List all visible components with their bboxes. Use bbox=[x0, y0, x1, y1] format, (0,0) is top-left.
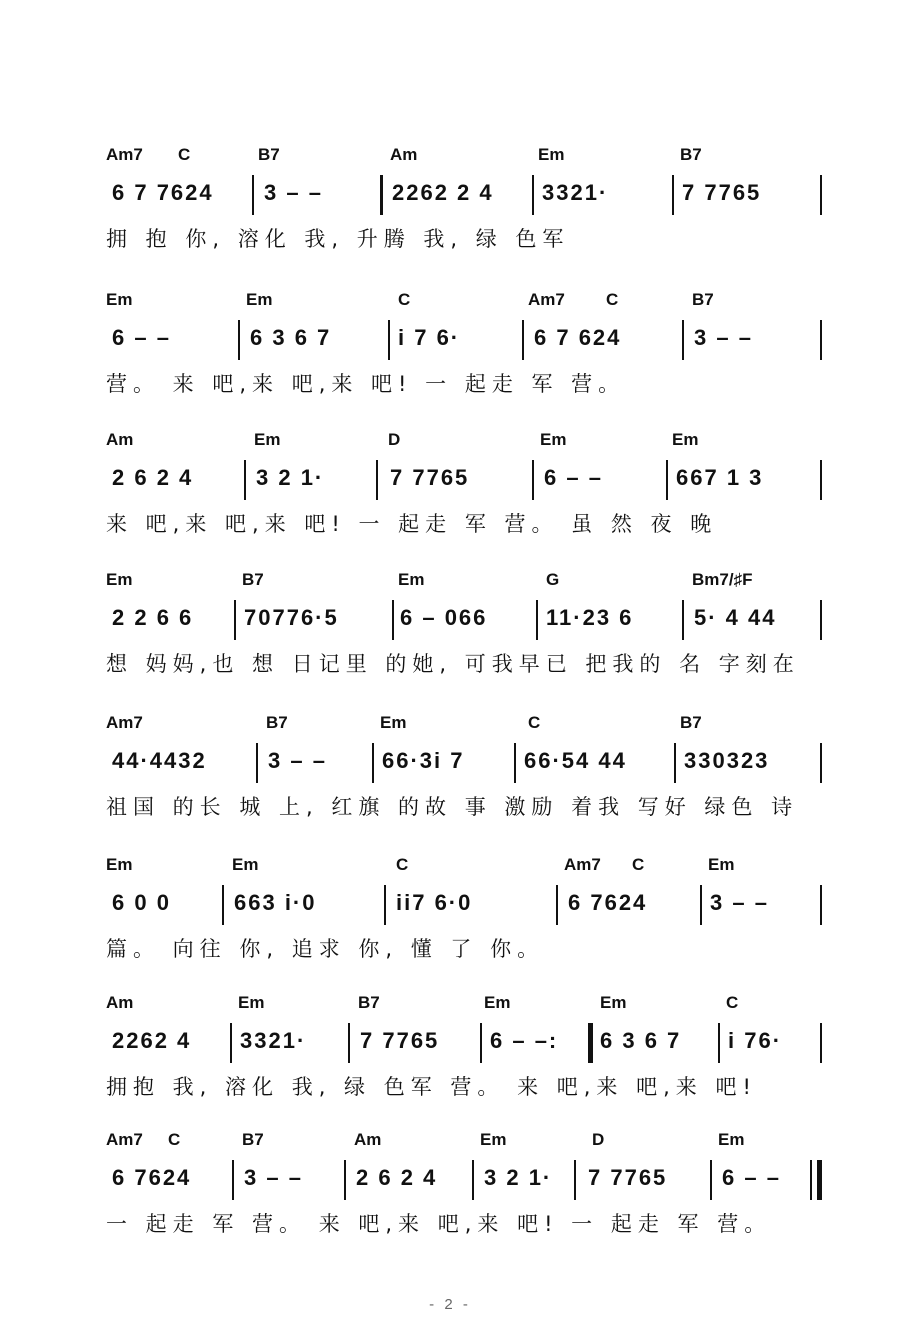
barline bbox=[344, 1160, 346, 1200]
notation-measure: 11·23 6 bbox=[546, 605, 634, 630]
barline bbox=[384, 885, 386, 925]
chord: Em bbox=[254, 430, 281, 449]
chord: C bbox=[632, 855, 645, 874]
notation-measure: 3 – – bbox=[694, 325, 753, 350]
barline bbox=[372, 743, 374, 783]
lyric-line: 一 起走 军 营。 来 吧,来 吧,来 吧! 一 起走 军 营。 bbox=[106, 1212, 772, 1236]
notation-measure: 330323 bbox=[684, 748, 770, 773]
chord: C bbox=[168, 1130, 181, 1149]
score-line-3 bbox=[0, 430, 900, 550]
barline bbox=[820, 320, 822, 360]
chord: G bbox=[546, 570, 560, 589]
chord: C bbox=[528, 713, 541, 732]
notation-measure: 7 7765 bbox=[390, 465, 470, 490]
barline bbox=[230, 1023, 232, 1063]
chord: D bbox=[388, 430, 401, 449]
score-line-1 bbox=[0, 145, 900, 265]
barline bbox=[234, 600, 236, 640]
chord: C bbox=[178, 145, 191, 164]
notation-measure: 2 6 2 4 bbox=[356, 1165, 438, 1190]
barline bbox=[380, 175, 383, 215]
chord: Em bbox=[106, 570, 133, 589]
barline bbox=[700, 885, 702, 925]
notation-measure: 7 7765 bbox=[360, 1028, 440, 1053]
barline bbox=[348, 1023, 350, 1063]
chord: D bbox=[592, 1130, 605, 1149]
chord: Em bbox=[238, 993, 265, 1012]
notation-measure: 7 7765 bbox=[682, 180, 762, 205]
barline bbox=[820, 600, 822, 640]
barline bbox=[232, 1160, 234, 1200]
notation-measure: 6 7 624 bbox=[534, 325, 622, 350]
notation-measure: 6 7624 bbox=[568, 890, 648, 915]
notation-measure: 6 7 7624 bbox=[112, 180, 214, 205]
barline bbox=[222, 885, 224, 925]
chord: Em bbox=[380, 713, 407, 732]
notation-measure: 44·4432 bbox=[112, 748, 207, 773]
barline bbox=[820, 1023, 822, 1063]
lyric-line: 篇。 向往 你, 追求 你, 懂 了 你。 bbox=[106, 937, 545, 961]
lyric-line: 营。 来 吧,来 吧,来 吧! 一 起走 军 营。 bbox=[106, 372, 626, 396]
chord: Bm7/♯F bbox=[692, 570, 753, 589]
barline bbox=[252, 175, 254, 215]
chord: Em bbox=[538, 145, 565, 164]
barline bbox=[820, 460, 822, 500]
barline bbox=[244, 460, 246, 500]
score-line-4 bbox=[0, 570, 900, 690]
notation-measure: 6 – – bbox=[722, 1165, 781, 1190]
chord: B7 bbox=[692, 290, 714, 309]
barline bbox=[514, 743, 516, 783]
barline bbox=[682, 320, 684, 360]
barline bbox=[810, 1160, 812, 1200]
notation-measure: 2 2 6 6 bbox=[112, 605, 194, 630]
barline bbox=[522, 320, 524, 360]
chord: Em bbox=[718, 1130, 745, 1149]
notation-measure: 3 2 1· bbox=[484, 1165, 553, 1190]
chord: Am7 bbox=[564, 855, 601, 874]
barline bbox=[682, 600, 684, 640]
chord: Am7 bbox=[106, 1130, 143, 1149]
barline bbox=[820, 175, 822, 215]
chord: Em bbox=[484, 993, 511, 1012]
score-line-2 bbox=[0, 290, 900, 410]
chord: B7 bbox=[258, 145, 280, 164]
chord: Am7 bbox=[106, 145, 143, 164]
chord: B7 bbox=[242, 1130, 264, 1149]
notation-measure: 6 3 6 7 bbox=[600, 1028, 682, 1053]
notation-measure: 66·3i 7 bbox=[382, 748, 465, 773]
notation-measure: 663 i·0 bbox=[234, 890, 317, 915]
chord: Em bbox=[672, 430, 699, 449]
notation-measure: 3 – – bbox=[710, 890, 769, 915]
chord: B7 bbox=[680, 145, 702, 164]
notation-measure: 6 – –: bbox=[490, 1028, 559, 1053]
chord: B7 bbox=[266, 713, 288, 732]
chord: B7 bbox=[358, 993, 380, 1012]
chord: Am7 bbox=[106, 713, 143, 732]
notation-measure: 6 – – bbox=[112, 325, 171, 350]
barline bbox=[666, 460, 668, 500]
score-line-8 bbox=[0, 1130, 900, 1250]
notation-measure: 3321· bbox=[240, 1028, 307, 1053]
barline bbox=[392, 600, 394, 640]
chord: C bbox=[606, 290, 619, 309]
barline bbox=[710, 1160, 712, 1200]
notation-measure: 5· 4 44 bbox=[694, 605, 777, 630]
barline bbox=[718, 1023, 720, 1063]
notation-measure: 6 – 066 bbox=[400, 605, 488, 630]
chord: Am7 bbox=[528, 290, 565, 309]
notation-measure: 6 0 0 bbox=[112, 890, 171, 915]
barline bbox=[574, 1160, 576, 1200]
notation-measure: 6 7624 bbox=[112, 1165, 192, 1190]
page-number: - 2 - bbox=[429, 1296, 471, 1313]
barline bbox=[820, 743, 822, 783]
notation-measure: i 7 6· bbox=[398, 325, 461, 350]
barline bbox=[256, 743, 258, 783]
barline bbox=[376, 460, 378, 500]
barline bbox=[388, 320, 390, 360]
lyric-line: 想 妈妈,也 想 日记里 的她, 可我早已 把我的 名 字刻在 bbox=[106, 652, 800, 676]
barline bbox=[238, 320, 240, 360]
chord: Am bbox=[354, 1130, 382, 1149]
notation-measure: 3 – – bbox=[264, 180, 323, 205]
notation-measure: 2 6 2 4 bbox=[112, 465, 194, 490]
notation-measure: 2262 2 4 bbox=[392, 180, 494, 205]
chord: Em bbox=[106, 855, 133, 874]
notation-measure: 3 – – bbox=[268, 748, 327, 773]
lyric-line: 拥 抱 你, 溶化 我, 升腾 我, 绿 色军 bbox=[106, 227, 570, 251]
notation-measure: 7 7765 bbox=[588, 1165, 668, 1190]
notation-measure: 3 – – bbox=[244, 1165, 303, 1190]
chord: Em bbox=[540, 430, 567, 449]
barline bbox=[536, 600, 538, 640]
repeat-barline bbox=[588, 1023, 593, 1063]
notation-measure: i 76· bbox=[728, 1028, 783, 1053]
chord: Am bbox=[390, 145, 418, 164]
chord: Em bbox=[600, 993, 627, 1012]
notation-measure: ii7 6·0 bbox=[396, 890, 473, 915]
barline bbox=[532, 175, 534, 215]
chord: C bbox=[726, 993, 739, 1012]
notation-measure: 2262 4 bbox=[112, 1028, 192, 1053]
barline bbox=[472, 1160, 474, 1200]
barline bbox=[820, 885, 822, 925]
barline bbox=[674, 743, 676, 783]
chord: C bbox=[398, 290, 411, 309]
chord: C bbox=[396, 855, 409, 874]
notation-measure: 3 2 1· bbox=[256, 465, 325, 490]
score-line-5 bbox=[0, 713, 900, 833]
chord: B7 bbox=[242, 570, 264, 589]
lyric-line: 祖国 的长 城 上, 红旗 的故 事 激励 着我 写好 绿色 诗 bbox=[106, 795, 799, 819]
barline bbox=[672, 175, 674, 215]
notation-measure: 3321· bbox=[542, 180, 609, 205]
final-barline bbox=[817, 1160, 822, 1200]
lyric-line: 拥抱 我, 溶化 我, 绿 色军 营。 来 吧,来 吧,来 吧! bbox=[106, 1075, 757, 1099]
chord: Am bbox=[106, 430, 134, 449]
chord: Em bbox=[232, 855, 259, 874]
chord: Em bbox=[480, 1130, 507, 1149]
chord: Em bbox=[246, 290, 273, 309]
score-line-6 bbox=[0, 855, 900, 975]
chord: Em bbox=[398, 570, 425, 589]
chord: Am bbox=[106, 993, 134, 1012]
barline bbox=[532, 460, 534, 500]
notation-measure: 70776·5 bbox=[244, 605, 339, 630]
notation-measure: 6 3 6 7 bbox=[250, 325, 332, 350]
score-line-7 bbox=[0, 993, 900, 1113]
barline bbox=[556, 885, 558, 925]
notation-measure: 66·54 44 bbox=[524, 748, 627, 773]
chord: Em bbox=[106, 290, 133, 309]
notation-measure: 667 1 3 bbox=[676, 465, 764, 490]
chord: Em bbox=[708, 855, 735, 874]
notation-measure: 6 – – bbox=[544, 465, 603, 490]
barline bbox=[480, 1023, 482, 1063]
chord: B7 bbox=[680, 713, 702, 732]
lyric-line: 来 吧,来 吧,来 吧! 一 起走 军 营。 虽 然 夜 晚 bbox=[106, 512, 718, 536]
